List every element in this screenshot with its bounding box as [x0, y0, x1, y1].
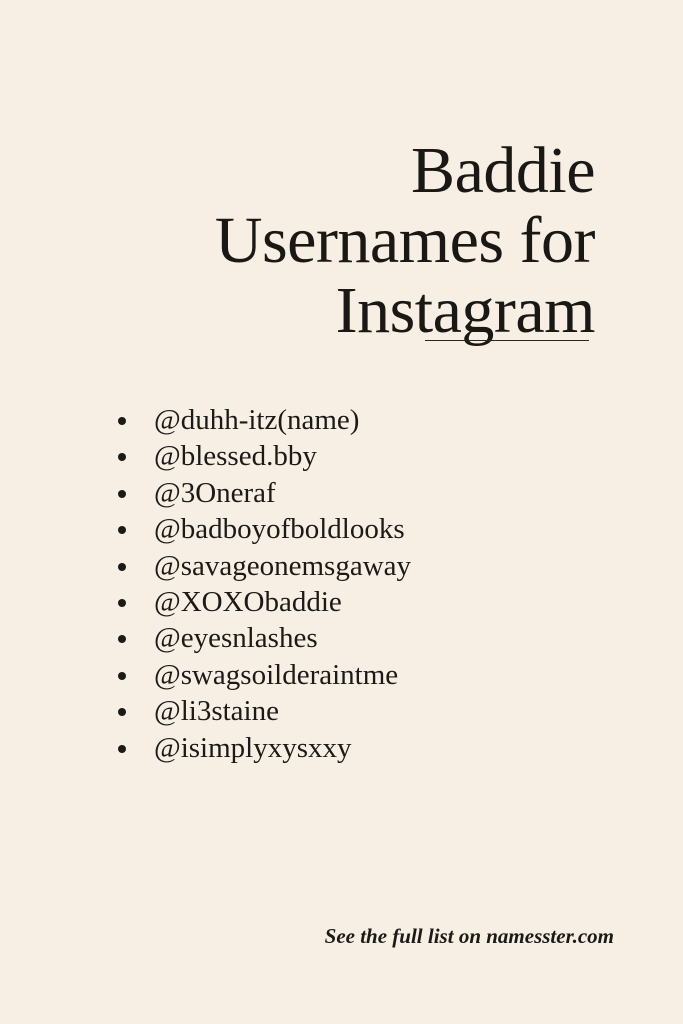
username-item	[118, 548, 411, 584]
username-text: @XOXObaddie	[154, 585, 342, 618]
username-text: @blessed.bby	[154, 440, 317, 473]
title-line-3: Instagram	[335, 274, 595, 347]
username-list	[118, 402, 411, 766]
username-item	[118, 475, 411, 511]
username-item	[118, 402, 411, 438]
bullet-icon	[118, 563, 126, 571]
username-text: @badboyofboldlooks	[154, 513, 405, 546]
username-item	[118, 620, 411, 656]
bullet-icon	[118, 708, 126, 716]
username-text: @swagsoilderaintme	[154, 658, 399, 691]
bullet-icon	[118, 745, 126, 753]
bullet-icon	[118, 635, 126, 643]
username-item	[118, 693, 411, 729]
username-text: @3Oneraf	[154, 476, 276, 509]
username-text: @duhh-itz(name)	[154, 404, 360, 436]
bullet-icon	[118, 526, 126, 534]
title-underline-divider	[425, 340, 589, 341]
bullet-icon	[118, 672, 126, 680]
bullet-icon	[118, 490, 126, 498]
bullet-icon	[118, 417, 126, 425]
username-text: @savageonemsgaway	[154, 549, 412, 582]
bullet-icon	[118, 599, 126, 607]
title-line-1: Baddie	[411, 134, 595, 207]
bullet-icon	[118, 453, 126, 461]
username-item	[118, 438, 411, 474]
username-text: @eyesnlashes	[154, 622, 318, 655]
page-title	[215, 136, 595, 346]
username-item	[118, 657, 411, 693]
source-credit: See the full list on namesster.com	[324, 924, 614, 948]
title-line-2: Usernames for	[214, 204, 595, 277]
username-item	[118, 730, 411, 766]
username-text: @isimplyxysxxy	[154, 731, 352, 764]
username-item	[118, 584, 411, 620]
username-text: @li3staine	[154, 695, 279, 728]
username-item	[118, 511, 411, 547]
